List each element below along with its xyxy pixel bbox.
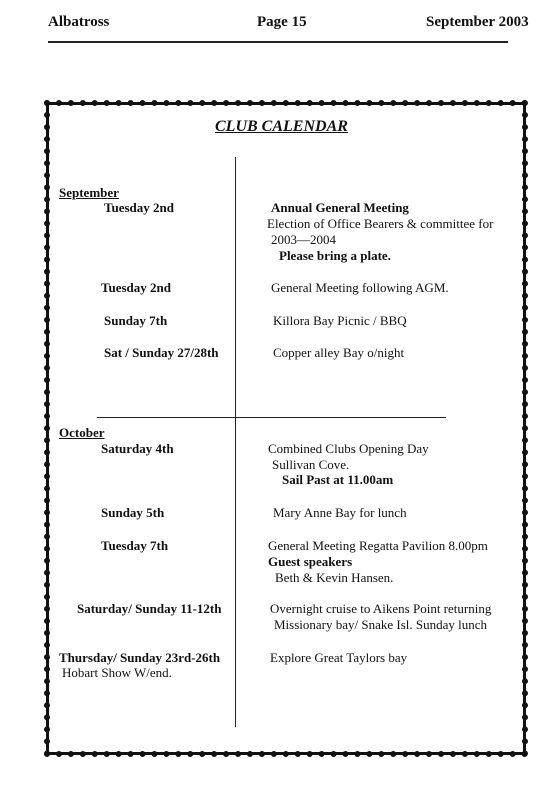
month-divider bbox=[97, 417, 446, 418]
event-date: Thursday/ Sunday 23rd-26th bbox=[59, 650, 221, 665]
event-date: Sat / Sunday 27/28th bbox=[104, 345, 219, 360]
event-title: Killora Bay Picnic / BBQ bbox=[273, 313, 407, 328]
header-publication: Albatross bbox=[48, 14, 110, 30]
event-note: Sail Past at 11.00am bbox=[282, 472, 394, 487]
event-date: Tuesday 2nd bbox=[101, 280, 171, 295]
event-title: General Meeting Regatta Pavilion 8.00pm bbox=[268, 538, 488, 553]
event-detail: Sullivan Cove. bbox=[272, 457, 350, 472]
month-october: October bbox=[59, 425, 105, 440]
calendar-title: CLUB CALENDAR bbox=[215, 118, 348, 135]
column-divider bbox=[235, 157, 236, 727]
header-date: September 2003 bbox=[426, 14, 529, 30]
header-rule bbox=[48, 41, 508, 43]
event-date: Tuesday 7th bbox=[101, 538, 169, 553]
event-date: Sunday 5th bbox=[101, 505, 165, 520]
event-date: Tuesday 2nd bbox=[104, 200, 174, 215]
event-title: General Meeting following AGM. bbox=[271, 280, 449, 295]
event-date-note: Hobart Show W/end. bbox=[62, 665, 172, 680]
event-note: Guest speakers bbox=[268, 554, 353, 569]
header-page-number: Page 15 bbox=[257, 14, 307, 30]
event-date: Sunday 7th bbox=[104, 313, 168, 328]
event-detail: 2003—2004 bbox=[271, 232, 336, 247]
event-detail: Missionary bay/ Snake Isl. Sunday lunch bbox=[274, 617, 488, 632]
event-detail: Beth & Kevin Hansen. bbox=[275, 570, 394, 585]
event-title: Combined Clubs Opening Day bbox=[268, 441, 429, 456]
event-title: Explore Great Taylors bay bbox=[270, 650, 408, 665]
event-title: Mary Anne Bay for lunch bbox=[273, 505, 407, 520]
event-note: Please bring a plate. bbox=[279, 248, 391, 263]
event-date: Saturday/ Sunday 11-12th bbox=[77, 601, 222, 616]
event-detail: Election of Office Bearers & committee for bbox=[267, 216, 494, 231]
event-title: Overnight cruise to Aikens Point returning bbox=[270, 601, 492, 616]
event-date: Saturday 4th bbox=[101, 441, 174, 456]
event-title: Copper alley Bay o/night bbox=[273, 345, 405, 360]
month-september: September bbox=[59, 185, 119, 200]
event-title: Annual General Meeting bbox=[271, 200, 409, 215]
